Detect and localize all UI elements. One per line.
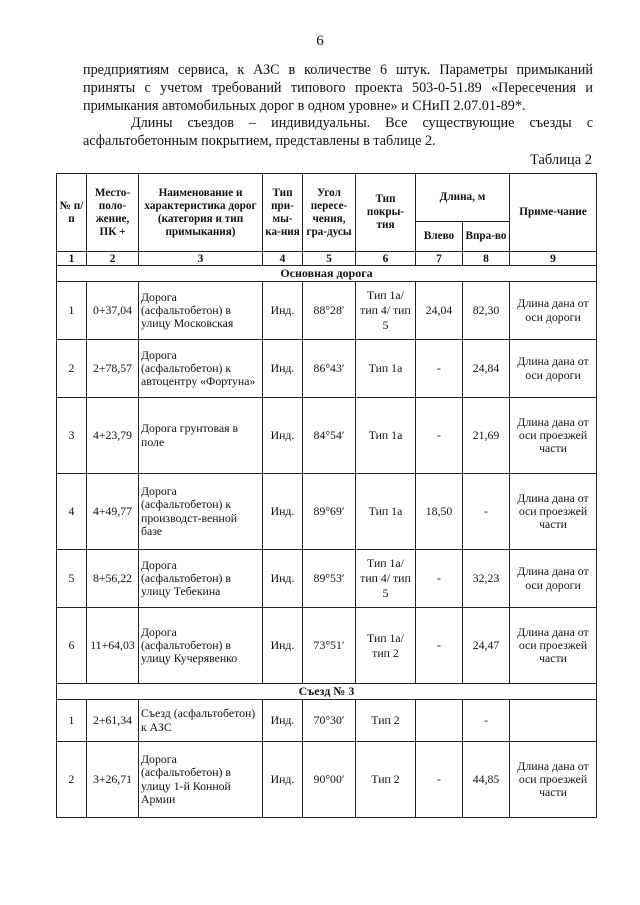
cell-num: 1 [57,282,87,340]
section-row [57,266,597,282]
column-number: 8 [463,252,510,266]
header-location: Место-поло-жение, ПК + [87,174,139,252]
cell-road-name: Дорога (асфальтобетон) к производст-венной базе [139,474,263,550]
cell-num: 5 [57,550,87,608]
cell-cover-type: Тип 2 [356,742,416,818]
cell-location: 4+23,79 [87,398,139,474]
table-row [57,398,597,474]
page-number: 6 [316,33,324,49]
cell-road-name: Дорога (асфальтобетон) в улицу Кучерявенко [139,608,263,684]
cell-cover-type: Тип 1а [356,474,416,550]
cell-note: Длина дана от оси дороги [510,340,597,398]
cell-num: 2 [57,742,87,818]
table-row [57,474,597,550]
section-title: Съезд № 3 [57,684,597,700]
column-number: 5 [303,252,356,266]
header-right: Впра-во [463,222,510,252]
cell-cover-type: Тип 1а [356,340,416,398]
cell-cover-type: Тип 1а/ тип 4/ тип 5 [356,282,416,340]
table-row [57,742,597,818]
cell-length-right: 32,23 [463,550,510,608]
cell-note: Длина дана от оси проезжей части [510,398,597,474]
cell-location: 4+49,77 [87,474,139,550]
cell-cover-type: Тип 1а [356,398,416,474]
cell-length-left: - [416,398,463,474]
cell-length-left: - [416,550,463,608]
header-num: № п/п [57,174,87,252]
cell-junction-type: Инд. [263,398,303,474]
header-length: Длина, м [416,174,510,222]
table-caption: Таблица 2 [529,152,592,168]
column-number: 6 [356,252,416,266]
cell-length-right: - [463,474,510,550]
cell-note: Длина дана от оси проезжей части [510,742,597,818]
header-cover-type: Тип покры-тия [356,174,416,252]
cell-cover-type: Тип 1а/ тип 2 [356,608,416,684]
cell-angle: 84°54′ [303,398,356,474]
cell-junction-type: Инд. [263,474,303,550]
cell-num: 3 [57,398,87,474]
cell-num: 1 [57,700,87,742]
cell-junction-type: Инд. [263,282,303,340]
column-number: 1 [57,252,87,266]
column-number: 7 [416,252,463,266]
cell-length-left: - [416,742,463,818]
header-left: Влево [416,222,463,252]
section-title: Основная дорога [57,266,597,282]
cell-length-right: 24,47 [463,608,510,684]
cell-road-name: Дорога (асфальтобетон) в улицу Московская [139,282,263,340]
cell-num: 4 [57,474,87,550]
cell-angle: 70°30′ [303,700,356,742]
cell-junction-type: Инд. [263,550,303,608]
table-row [57,340,597,398]
cell-length-left: 18,50 [416,474,463,550]
cell-note: Длина дана от оси проезжей части [510,474,597,550]
cell-angle: 73°51′ [303,608,356,684]
header-junction-type: Тип при-мы-ка-ния [263,174,303,252]
cell-junction-type: Инд. [263,340,303,398]
column-number: 3 [139,252,263,266]
cell-location: 8+56,22 [87,550,139,608]
table-row [57,550,597,608]
column-number: 9 [510,252,597,266]
cell-length-right: 82,30 [463,282,510,340]
cell-road-name: Дорога (асфальтобетон) к автоцентру «Фортуна» [139,340,263,398]
cell-length-left: - [416,340,463,398]
cell-location: 11+64,03 [87,608,139,684]
cell-location: 0+37,04 [87,282,139,340]
cell-junction-type: Инд. [263,700,303,742]
cell-angle: 88°28′ [303,282,356,340]
cell-road-name: Дорога (асфальтобетон) в улицу 1-й Конной Армии [139,742,263,818]
header-name: Наименование и характеристика дорог (категория и тип примыкания) [139,174,263,252]
cell-junction-type: Инд. [263,608,303,684]
cell-angle: 90°00′ [303,742,356,818]
paragraph-1: предприятиям сервиса, к АЗС в количестве 6 штук. Параметры примыканий приняты с учетом требований типового проекта 503-0-51.89 «Пересечения и примыкания автомобильных дорог в одном уровне» и СНиП 2.07.01-89*. [83,62,593,114]
cell-angle: 86°43′ [303,340,356,398]
cell-length-right: - [463,700,510,742]
cell-note: Длина дана от оси дороги [510,550,597,608]
cell-location: 2+61,34 [87,700,139,742]
cell-road-name: Съезд (асфальтобетон) к АЗС [139,700,263,742]
paragraph-2-text: Длины съездов – индивидуальны. Все существующие съезды с асфальтобетонным покрытием, представлены в таблице 2. [83,115,593,149]
cell-angle: 89°69′ [303,474,356,550]
paragraph-2 [83,114,593,150]
cell-num: 2 [57,340,87,398]
cell-note: Длина дана от оси проезжей части [510,608,597,684]
cell-length-left [416,700,463,742]
column-number-row [57,252,597,266]
cell-cover-type: Тип 1а/ тип 4/ тип 5 [356,550,416,608]
table-row [57,282,597,340]
cell-junction-type: Инд. [263,742,303,818]
cell-length-left: 24,04 [416,282,463,340]
cell-cover-type: Тип 2 [356,700,416,742]
table-row [57,608,597,684]
cell-length-right: 44,85 [463,742,510,818]
cell-note [510,700,597,742]
cell-road-name: Дорога (асфальтобетон) в улицу Тебекина [139,550,263,608]
section-row [57,684,597,700]
header-angle: Угол пересе-чения, гра-дусы [303,174,356,252]
cell-location: 3+26,71 [87,742,139,818]
cell-road-name: Дорога грунтовая в поле [139,398,263,474]
column-number: 4 [263,252,303,266]
header-note: Приме-чание [510,174,597,252]
cell-note: Длина дана от оси дороги [510,282,597,340]
cell-length-left: - [416,608,463,684]
cell-length-right: 21,69 [463,398,510,474]
cell-num: 6 [57,608,87,684]
table-row [57,700,597,742]
cell-angle: 89°53′ [303,550,356,608]
column-number: 2 [87,252,139,266]
road-junction-table [56,173,597,818]
cell-length-right: 24,84 [463,340,510,398]
cell-location: 2+78,57 [87,340,139,398]
